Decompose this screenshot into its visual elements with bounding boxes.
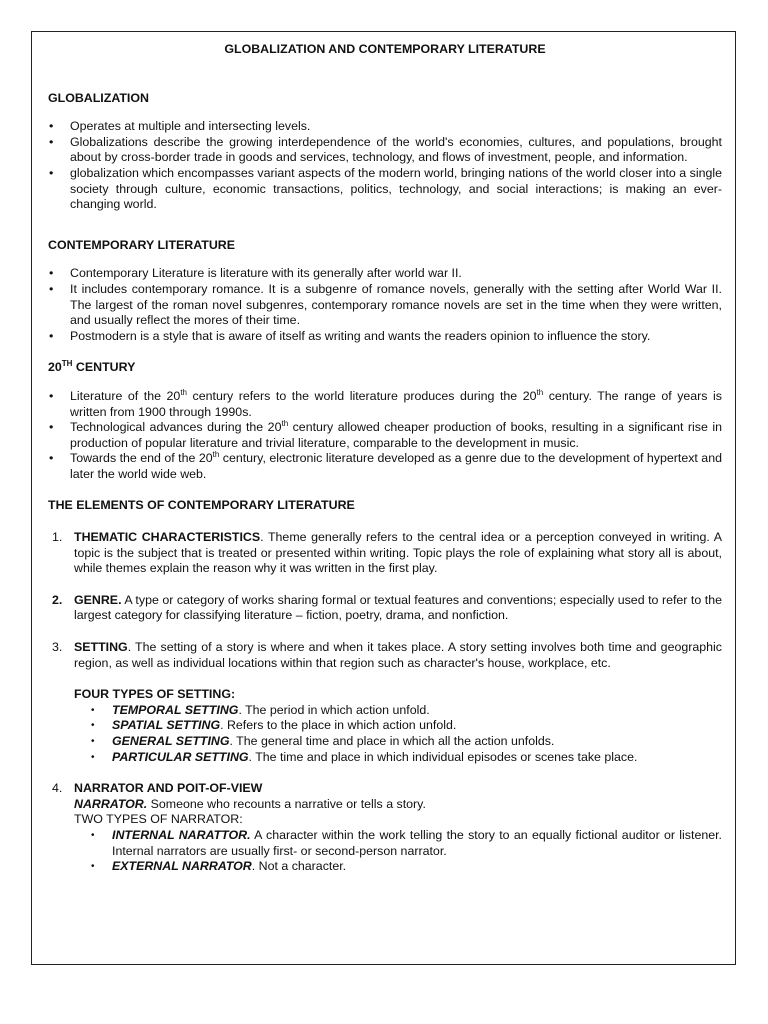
- setting-types-heading: FOUR TYPES OF SETTING:: [74, 687, 236, 702]
- bullet-item: • Operates at multiple and intersecting levels.: [48, 119, 722, 135]
- bullet-item: • Globalizations describe the growing interdependence of the world's economies, cultures, and populations, brought about by cross-border trade in goods and services, technology, and flows of investment, people, and information.: [48, 135, 722, 166]
- document-content: [48, 42, 722, 875]
- sub-bullet-item: • INTERNAL NARATTOR. A character within the work telling the story to an equally fictional auditor or listener. Internal narrators are usually first- or second-person narrator.: [88, 828, 722, 859]
- contemporary-list: [48, 266, 722, 344]
- element-item-setting: 3. SETTING. The setting of a story is where and when it takes place. A story setting involves both time and geographic region, as well as individual locations within that region such as character's house, workplace, etc. FOUR TYPES OF SETTING:: [52, 640, 722, 702]
- bullet-item: • Contemporary Literature is literature with its generally after world war II.: [48, 266, 722, 282]
- document-title: GLOBALIZATION AND CONTEMPORARY LITERATURE: [224, 42, 546, 56]
- bullet-item: • Literature of the 20th century refers to the world literature produces during the 20th century. The range of years is written from 1900 through 1990s.: [48, 389, 722, 420]
- section-heading-elements: THE ELEMENTS OF CONTEMPORARY LITERATURE: [48, 498, 355, 513]
- section-heading-globalization: GLOBALIZATION: [48, 90, 149, 105]
- bullet-item: • Technological advances during the 20th century allowed cheaper production of books, resulting in a significant rise in production of popular literature and trivial literature, comparable to the development in music.: [48, 420, 722, 451]
- element-item-thematic: 1. THEMATIC CHARACTERISTICS. Theme generally refers to the central idea or a perception conveyed in writing. A topic is the subject that is treated or presented within writing. Topic plays the role of explaining what story all is about, while themes explain the reason why it was written in the first play.: [52, 530, 722, 576]
- elements-list: [48, 530, 722, 703]
- bullet-item: • globalization which encompasses variant aspects of the modern world, bringing nations of the world closer into a single society through culture, economic transactions, politics, technology, and social interactions; is making an ever-changing world.: [48, 166, 722, 213]
- sub-bullet-item: • PARTICULAR SETTING. The time and place in which individual episodes or scenes take place.: [88, 750, 722, 766]
- section-heading-20th-century: 20TH CENTURY: [48, 359, 136, 375]
- globalization-list: [48, 119, 722, 213]
- setting-types-list: [48, 703, 722, 765]
- element-item-narrator: 4. NARRATOR AND POIT-OF-VIEW NARRATOR. Someone who recounts a narrative or tells a story. TWO TYPES OF NARRATOR:: [52, 781, 426, 827]
- century-list: [48, 389, 722, 483]
- bullet-item: • It includes contemporary romance. It is a subgenre of romance novels, generally with the setting after World War II. The largest of the roman novel subgenres, contemporary romance novels are set in the time when they were written, and usually reflect the mores of their time.: [48, 282, 722, 329]
- sub-bullet-item: • TEMPORAL SETTING. The period in which action unfold.: [88, 703, 722, 719]
- bullet-item: • Postmodern is a style that is aware of itself as writing and wants the readers opinion to influence the story.: [48, 329, 722, 345]
- sub-bullet-item: • GENERAL SETTING. The general time and place in which all the action unfolds.: [88, 734, 722, 750]
- document-page: [31, 31, 736, 965]
- narrator-types-list: [48, 828, 722, 875]
- sub-bullet-item: • SPATIAL SETTING. Refers to the place in which action unfold.: [88, 718, 722, 734]
- section-heading-contemporary: CONTEMPORARY LITERATURE: [48, 237, 236, 252]
- elements-list-continued: [48, 781, 722, 828]
- element-item-genre: 2. GENRE. A type or category of works sharing formal or textual features and conventions; especially used to refer to the largest category for classifying literature – fiction, poetry, drama, and nonfiction.: [52, 592, 722, 623]
- bullet-item: • Towards the end of the 20th century, electronic literature developed as a genre due to the development of hypertext and later the world wide web.: [48, 451, 722, 482]
- sub-bullet-item: • EXTERNAL NARRATOR. Not a character.: [88, 859, 722, 875]
